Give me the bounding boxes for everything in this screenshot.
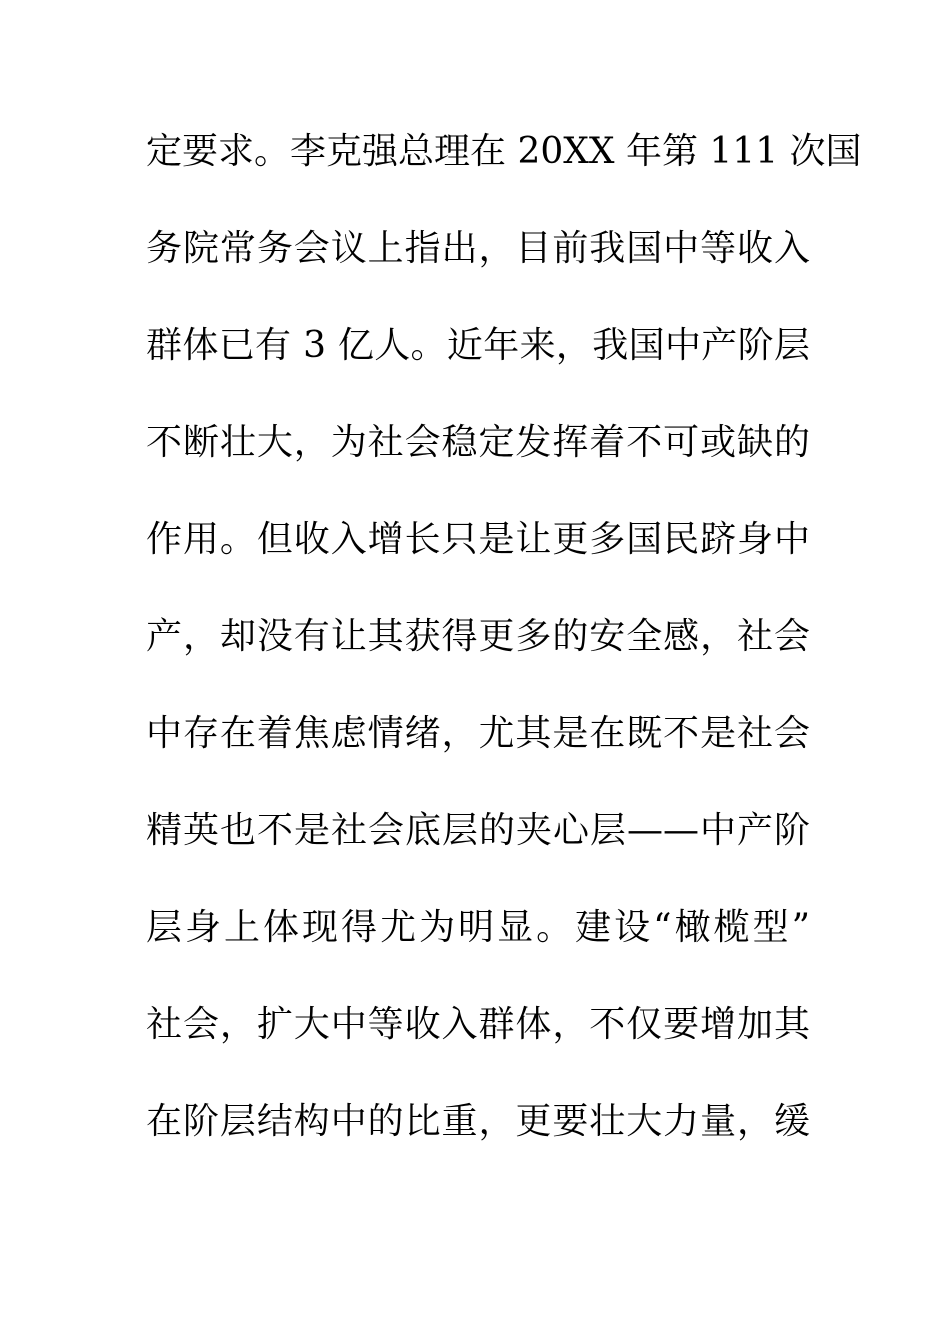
text-line: 中存在着焦虑情绪，尤其是在既不是社会 bbox=[146, 713, 810, 754]
text-line: 务院常务会议上指出，目前我国中等收入 bbox=[146, 228, 810, 269]
text-line: 在阶层结构中的比重，更要壮大力量，缓 bbox=[146, 1101, 810, 1142]
text-line: 群体已有 3 亿人。近年来，我国中产阶层 bbox=[146, 325, 810, 366]
text-line: 社会，扩大中等收入群体，不仅要增加其 bbox=[146, 1004, 810, 1045]
text-line: 定要求。李克强总理在 20XX 年第 111 次国 bbox=[146, 131, 862, 172]
text-line: 产，却没有让其获得更多的安全感，社会 bbox=[146, 616, 810, 657]
body-paragraph bbox=[146, 127, 862, 1194]
text-line: 作用。但收入增长只是让更多国民跻身中 bbox=[146, 519, 810, 560]
text-line: 层身上体现得尤为明显。建设“橄榄型” bbox=[146, 907, 810, 948]
text-line: 精英也不是社会底层的夹心层——中产阶 bbox=[146, 810, 810, 851]
text-line: 不断壮大，为社会稳定发挥着不可或缺的 bbox=[146, 422, 810, 463]
